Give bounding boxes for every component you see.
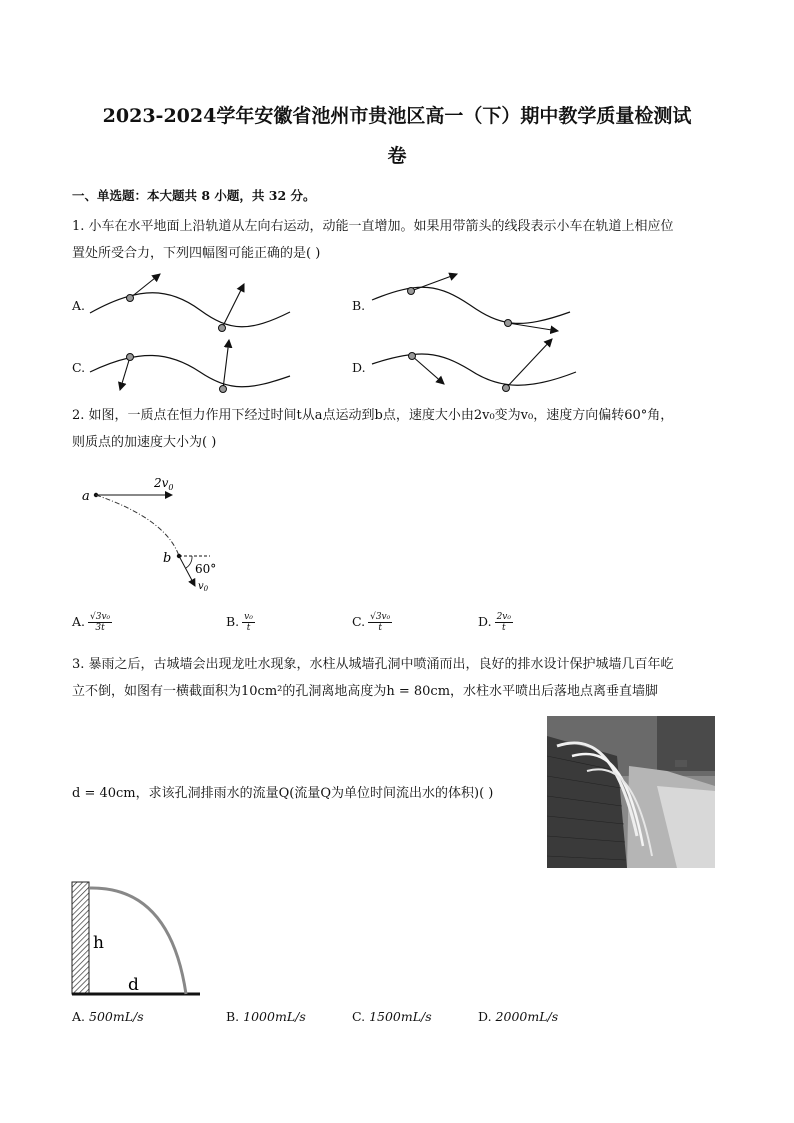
q1-figures (0, 260, 794, 400)
q3-option-d[interactable] (478, 1009, 558, 1024)
question-3-text (72, 651, 722, 705)
q3-option-b-label: B. (226, 1009, 240, 1024)
q3-option-a[interactable] (72, 1009, 144, 1024)
q2-option-d-num: 2v₀ (496, 612, 511, 622)
figure-b (372, 274, 570, 331)
q3-line-1: 3. 暴雨之后，古城墙会出现龙吐水现象，水柱从城墙孔洞中喷涌而出，良好的排水设计保护城墙几百年屹 (72, 657, 674, 672)
v-bottom-sub: 0 (203, 585, 209, 593)
figure-a (90, 274, 290, 332)
q3-option-c-label: C. (352, 1009, 366, 1024)
v-bottom-label: v (198, 581, 204, 592)
q2-option-a-num: √3v₀ (90, 612, 111, 622)
q3-figure (60, 876, 210, 1000)
page-title (60, 96, 734, 176)
q1-option-c-label[interactable]: C. (72, 360, 86, 375)
q1-option-a-label[interactable]: A. (72, 298, 86, 313)
title-line-2: 卷 (387, 145, 407, 167)
q3-option-b[interactable] (226, 1009, 306, 1024)
q2-option-a-label: A. (72, 614, 86, 629)
q2-option-c[interactable] (352, 612, 392, 633)
d-label: d (128, 975, 139, 995)
q3-option-c[interactable] (352, 1009, 432, 1024)
q2-figure (70, 470, 240, 600)
q3-option-d-label: D. (478, 1009, 492, 1024)
figure-d (372, 339, 576, 392)
q2-line-2: 则质点的加速度大小为( ) (72, 435, 217, 450)
q1-line-1: 1. 小车在水平地面上沿轨道从左向右运动，动能一直增加。如果用带箭头的线段表示小车在轨道上相应位 (72, 219, 674, 234)
q2-option-c-den: t (378, 623, 382, 633)
v-top-sub: 0 (168, 483, 174, 492)
title-line-1: 2023-2024学年安徽省池州市贵池区高一（下）期中教学质量检测试 (102, 105, 692, 127)
q2-option-a-den: 3t (95, 623, 105, 633)
q3-option-a-value: 500mL/s (89, 1009, 144, 1024)
q1-option-b-label[interactable]: B. (352, 298, 366, 313)
q2-option-d-label: D. (478, 614, 492, 629)
question-2-text (72, 402, 722, 456)
q2-option-a[interactable] (72, 612, 112, 633)
q3-line-3: d = 40cm，求该孔洞排雨水的流量Q(流量Q为单位时间流出水的体积)( ) (72, 786, 494, 801)
q3-line-2: 立不倒，如图有一横截面积为10cm²的孔洞离地高度为h = 80cm，水柱水平喷出后落地点离垂直墙脚 (72, 684, 659, 699)
question-1-text (72, 213, 722, 267)
v-top-label: 2v (154, 476, 169, 490)
water-spout-photo (547, 716, 715, 868)
q2-option-b-label: B. (226, 614, 240, 629)
q3-option-a-label: A. (72, 1009, 86, 1024)
q1-line-2: 置处所受合力，下列四幅图可能正确的是( ) (72, 246, 321, 261)
q1-option-d-label[interactable]: D. (352, 360, 366, 375)
q2-option-c-label: C. (352, 614, 366, 629)
q2-line-1: 2. 如图，一质点在恒力作用下经过时间t从a点运动到b点，速度大小由2v₀变为v₀，速度方向偏转60°角， (72, 408, 674, 423)
q2-option-d-den: t (501, 623, 506, 633)
figure-c (90, 340, 290, 393)
q2-option-b-num: v₀ (244, 612, 253, 622)
q3-option-c-value: 1500mL/s (369, 1009, 432, 1024)
q2-option-b[interactable] (226, 612, 255, 633)
q2-option-c-num: √3v₀ (370, 612, 391, 622)
section-heading: 一、单选题：本大题共 8 小题，共 32 分。 (72, 188, 316, 203)
q3-option-b-value: 1000mL/s (243, 1009, 306, 1024)
q3-option-d-value: 2000mL/s (495, 1009, 559, 1024)
h-label: h (93, 933, 104, 953)
angle-label: 60° (195, 562, 217, 576)
point-b-label: b (163, 551, 172, 566)
point-a-label: a (82, 489, 90, 504)
q2-option-d[interactable] (478, 612, 513, 633)
svg-text:v0 (198, 581, 209, 593)
q2-option-b-den: t (246, 623, 251, 633)
svg-text:2v0 (153, 476, 174, 492)
